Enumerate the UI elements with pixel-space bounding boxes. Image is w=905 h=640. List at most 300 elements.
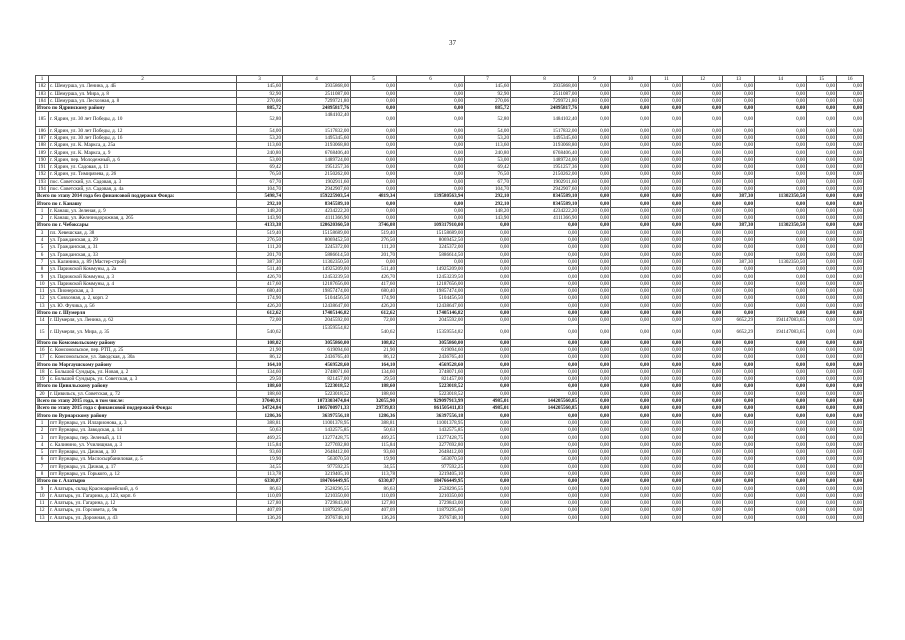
table-cell: 0,00	[579, 288, 611, 295]
table-cell: 0,00	[837, 412, 864, 419]
address-cell: г. Ядрин, ул. 30 лет Победы, д. 10	[49, 112, 237, 127]
table-cell: 0,00	[683, 405, 723, 412]
table-cell: 0,00	[579, 266, 611, 273]
table-cell: 0,00	[755, 105, 807, 112]
table-cell: 0,00	[683, 324, 723, 339]
table-cell: 148,20	[237, 207, 283, 214]
table-cell: 6768406,40	[511, 149, 579, 156]
table-cell: 0,00	[651, 463, 683, 470]
row-number: 193	[36, 178, 49, 185]
table-cell: 0,00	[755, 405, 807, 412]
table-cell: 0,00	[683, 178, 723, 185]
table-cell: 0,00	[611, 354, 651, 361]
table-cell: 2528296,55	[283, 485, 351, 492]
table-cell: 292,10	[465, 200, 511, 207]
table-cell: 4133,38	[237, 222, 283, 229]
table-cell: 0,00	[837, 354, 864, 361]
table-cell: 34,55	[351, 463, 397, 470]
address-cell: г. Шумерля, ул. Ленина, д. 62	[49, 317, 237, 324]
table-cell: 0,00	[611, 346, 651, 353]
table-cell: 0,00	[807, 105, 837, 112]
table-cell: 0,00	[837, 193, 864, 200]
table-cell: 0,00	[807, 354, 837, 361]
table-cell: 0,00	[683, 427, 723, 434]
table-cell: 0,00	[807, 419, 837, 426]
table-cell: 0,00	[579, 492, 611, 499]
table-cell: 0,00	[683, 185, 723, 192]
table-cell: 387,30	[723, 222, 755, 229]
table-cell: 5104456,50	[397, 295, 465, 302]
table-cell: 0,00	[579, 390, 611, 397]
table-cell: 0,00	[579, 105, 611, 112]
table-cell: 19,90	[351, 456, 397, 463]
table-cell: 0,00	[397, 178, 465, 185]
table-cell: 111,20	[237, 244, 283, 251]
table-cell: 4569528,60	[397, 361, 465, 368]
row-number: 13	[36, 302, 49, 309]
table-cell: 0,00	[807, 185, 837, 192]
table-cell: 0,00	[579, 112, 611, 127]
table-cell: 4111366,90	[283, 215, 351, 222]
table-cell: 469,25	[237, 434, 283, 441]
table-cell: 0,00	[397, 215, 465, 222]
table-cell: 15158689,00	[397, 229, 465, 236]
table-cell: 0,00	[807, 127, 837, 134]
table-cell: 0,00	[723, 514, 755, 521]
table-cell: 0,00	[837, 90, 864, 97]
table-cell: 0,00	[837, 361, 864, 368]
table-cell: 164,10	[351, 361, 397, 368]
table-cell: 0,00	[683, 229, 723, 236]
table-cell: 0,00	[465, 470, 511, 477]
table-cell: 113,78	[351, 470, 397, 477]
table-cell: 0,00	[511, 448, 579, 455]
table-cell: 0,00	[611, 500, 651, 507]
table-cell: 0,00	[651, 427, 683, 434]
table-cell: 0,00	[807, 375, 837, 382]
table-cell: 36397556,18	[283, 412, 351, 419]
table-cell: 0,00	[611, 434, 651, 441]
summary-row	[36, 339, 864, 346]
table-cell: 0,00	[723, 346, 755, 353]
table-cell: 885,72	[465, 105, 511, 112]
table-cell: 54,00	[465, 127, 511, 134]
table-cell: 0,00	[579, 295, 611, 302]
table-row	[36, 419, 864, 426]
row-number: 190	[36, 156, 49, 163]
table-cell: 0,00	[683, 112, 723, 127]
table-cell: 11879295,60	[397, 507, 465, 514]
table-cell: 2045592,00	[283, 317, 351, 324]
table-cell: 0,00	[511, 368, 579, 375]
housing-program-table	[35, 75, 864, 522]
table-cell: 19857474,00	[283, 288, 351, 295]
table-cell: 0,00	[723, 339, 755, 346]
table-row	[36, 251, 864, 258]
table-cell: 0,00	[579, 309, 611, 316]
table-cell: 0,00	[651, 317, 683, 324]
table-cell: 0,00	[511, 251, 579, 258]
table-cell: 0,00	[755, 178, 807, 185]
table-cell: 0,00	[611, 309, 651, 316]
table-cell: 0,00	[651, 485, 683, 492]
table-cell: 0,00	[611, 390, 651, 397]
table-cell: 0,00	[511, 419, 579, 426]
table-cell: 67,70	[237, 178, 283, 185]
table-cell: 0,00	[723, 500, 755, 507]
table-cell: 0,00	[611, 288, 651, 295]
table-cell: 0,00	[755, 485, 807, 492]
table-cell: 0,00	[837, 507, 864, 514]
table-cell: 3210350,00	[397, 492, 465, 499]
table-cell: 0,00	[351, 134, 397, 141]
table-cell: 0,00	[723, 149, 755, 156]
table-cell: 0,00	[511, 244, 579, 251]
table-cell: 0,00	[807, 163, 837, 170]
table-cell: 0,00	[397, 83, 465, 90]
table-cell: 0,00	[755, 97, 807, 104]
table-cell: 2436765,40	[397, 354, 465, 361]
table-cell: 0,00	[837, 419, 864, 426]
table-cell: 0,00	[579, 236, 611, 243]
table-cell: 0,00	[511, 266, 579, 273]
table-cell: 407,09	[351, 507, 397, 514]
table-cell: 3219405,10	[283, 470, 351, 477]
table-cell: 0,00	[579, 339, 611, 346]
table-cell: 110,09	[351, 492, 397, 499]
table-cell: 0,00	[611, 83, 651, 90]
address-cell: пгт Вурнары, ул. Дачная, д. 17	[49, 463, 237, 470]
address-cell: пгт Вурнары, ул. Дачная, д. 10	[49, 448, 237, 455]
table-cell: 1489724,00	[283, 156, 351, 163]
table-cell: 0,00	[611, 302, 651, 309]
table-cell: 1286,36	[351, 412, 397, 419]
table-cell: 0,00	[651, 83, 683, 90]
table-cell: 240,80	[237, 149, 283, 156]
table-cell: 0,00	[579, 215, 611, 222]
table-cell: 0,00	[579, 83, 611, 90]
table-cell: 0,00	[397, 149, 465, 156]
table-cell: 0,00	[611, 163, 651, 170]
table-cell: 0,00	[651, 134, 683, 141]
table-cell: 29,50	[351, 375, 397, 382]
table-cell: 0,00	[651, 105, 683, 112]
table-cell: 0,00	[611, 375, 651, 382]
table-cell: 0,00	[683, 397, 723, 404]
table-cell: 3748071,60	[283, 368, 351, 375]
table-cell: 0,00	[511, 317, 579, 324]
address-cell: г. Цивильск, ул. Советская, д. 72	[49, 390, 237, 397]
table-cell: 4111366,90	[511, 215, 579, 222]
table-cell: 0,00	[611, 397, 651, 404]
table-row	[36, 97, 864, 104]
summary-row	[36, 383, 864, 390]
table-cell: 0,00	[351, 215, 397, 222]
table-cell: 0,00	[683, 266, 723, 273]
table-cell: 0,00	[465, 266, 511, 273]
table-cell: 0,00	[611, 215, 651, 222]
table-cell: 0,00	[579, 405, 611, 412]
column-number: 16	[837, 76, 864, 83]
table-cell: 0,00	[651, 251, 683, 258]
table-cell: 0,00	[651, 149, 683, 156]
table-cell: 21,90	[351, 346, 397, 353]
table-cell: 0,00	[579, 485, 611, 492]
table-cell: 0,00	[579, 229, 611, 236]
table-cell: 0,00	[723, 368, 755, 375]
table-cell: 5223018,52	[283, 390, 351, 397]
table-cell: 0,00	[837, 463, 864, 470]
table-cell: 0,00	[683, 456, 723, 463]
table-cell: 0,00	[611, 112, 651, 127]
table-cell: 0,00	[611, 405, 651, 412]
table-cell: 0,00	[465, 346, 511, 353]
address-cell: пгт Вурнары, ул. Илларионова, д. 3	[49, 419, 237, 426]
table-cell: 469,25	[351, 434, 397, 441]
table-cell: 0,00	[807, 339, 837, 346]
table-cell: 0,00	[837, 244, 864, 251]
table-cell: 0,00	[837, 266, 864, 273]
table-cell: 0,00	[651, 361, 683, 368]
table-cell: 120620360,50	[283, 222, 351, 229]
table-cell: 0,00	[755, 229, 807, 236]
table-cell: 0,00	[837, 383, 864, 390]
address-cell: г. Алатырь, ул. Гагарина, д. 12	[49, 500, 237, 507]
table-cell: 0,00	[611, 193, 651, 200]
table-row	[36, 215, 864, 222]
summary-label: Итого по г. Алатырю	[36, 478, 237, 485]
table-cell: 0,00	[611, 448, 651, 455]
table-cell: 24895817,76	[511, 105, 579, 112]
table-cell: 0,00	[683, 368, 723, 375]
table-cell: 1902911,60	[283, 178, 351, 185]
table-cell: 0,00	[683, 83, 723, 90]
table-cell: 0,00	[755, 236, 807, 243]
table-cell: 0,00	[723, 485, 755, 492]
table-row	[36, 112, 864, 127]
table-cell: 0,00	[755, 207, 807, 214]
table-cell: 0,00	[683, 317, 723, 324]
table-cell: 0,00	[683, 514, 723, 521]
table-cell: 0,00	[755, 215, 807, 222]
table-cell: 540,62	[237, 324, 283, 339]
table-cell: 0,00	[807, 149, 837, 156]
table-cell: 0,00	[579, 280, 611, 287]
table-cell: 0,00	[511, 324, 579, 339]
table-cell: 0,00	[397, 90, 465, 97]
table-cell: 0,00	[807, 302, 837, 309]
table-cell: 109317910,00	[397, 222, 465, 229]
table-cell: 511,40	[237, 266, 283, 273]
address-cell: г. Ядрин, ул. 30 лет Победы, д. 12	[49, 127, 237, 134]
table-cell: 113,78	[237, 470, 283, 477]
table-row	[36, 375, 864, 382]
table-cell: 0,00	[807, 514, 837, 521]
table-cell: 0,00	[465, 229, 511, 236]
table-cell: 519,40	[351, 229, 397, 236]
table-cell: 977592,25	[397, 463, 465, 470]
table-cell: 0,00	[683, 127, 723, 134]
table-cell: 3245372,00	[283, 244, 351, 251]
table-cell: 0,00	[755, 507, 807, 514]
table-cell: 3976748,10	[283, 514, 351, 521]
table-cell: 0,00	[611, 514, 651, 521]
table-cell: 0,00	[511, 280, 579, 287]
table-cell: 0,00	[511, 295, 579, 302]
table-cell: 0,00	[651, 163, 683, 170]
table-row	[36, 463, 864, 470]
table-cell: 821457,00	[397, 375, 465, 382]
table-cell: 0,00	[837, 178, 864, 185]
table-cell: 0,00	[683, 434, 723, 441]
table-cell: 12438647,00	[283, 302, 351, 309]
table-row	[36, 156, 864, 163]
table-cell: 7299721,80	[511, 97, 579, 104]
table-cell: 0,00	[837, 448, 864, 455]
table-cell: 0,00	[611, 105, 651, 112]
table-row	[36, 346, 864, 353]
table-cell: 0,00	[465, 361, 511, 368]
table-cell: 0,00	[611, 258, 651, 265]
table-cell: 0,00	[651, 354, 683, 361]
table-cell: 19,90	[237, 456, 283, 463]
table-cell: 93,60	[237, 448, 283, 455]
row-number: 11	[36, 288, 49, 295]
table-cell: 3055860,00	[283, 339, 351, 346]
table-cell: 0,00	[611, 90, 651, 97]
table-cell: 0,00	[807, 295, 837, 302]
row-number: 19	[36, 375, 49, 382]
table-cell: 0,00	[807, 222, 837, 229]
row-number: 9	[36, 485, 49, 492]
summary-label: Всего по этапу 2014 года без финансовой поддержки Фонда:	[36, 193, 237, 200]
table-cell: 0,00	[511, 456, 579, 463]
table-cell: 12187656,00	[283, 280, 351, 287]
table-cell: 164,10	[237, 361, 283, 368]
table-cell: 0,00	[755, 339, 807, 346]
table-cell: 0,00	[397, 142, 465, 149]
table-cell: 0,00	[837, 127, 864, 134]
table-cell: 93,60	[351, 448, 397, 455]
table-cell: 0,00	[683, 354, 723, 361]
table-cell: 0,00	[683, 258, 723, 265]
table-cell: 0,00	[807, 142, 837, 149]
table-cell: 0,00	[683, 361, 723, 368]
table-cell: 0,00	[755, 171, 807, 178]
table-cell: 13277428,75	[397, 434, 465, 441]
table-cell: 2511087,00	[283, 90, 351, 97]
table-cell: 0,00	[651, 500, 683, 507]
table-cell: 0,00	[351, 112, 397, 127]
table-cell: 0,00	[755, 412, 807, 419]
table-cell: 0,00	[465, 478, 511, 485]
table-row	[36, 236, 864, 243]
table-cell: 0,00	[511, 302, 579, 309]
table-cell: 0,00	[683, 500, 723, 507]
table-cell: 0,00	[807, 258, 837, 265]
table-row	[36, 288, 864, 295]
table-cell: 0,00	[723, 354, 755, 361]
row-number: 186	[36, 127, 49, 134]
address-cell: с. Комсомольское, ул. Заводская, д. 30а	[49, 354, 237, 361]
table-cell: 0,00	[579, 434, 611, 441]
table-cell: 0,00	[465, 456, 511, 463]
summary-row	[36, 397, 864, 404]
table-cell: 86,63	[237, 485, 283, 492]
table-cell: 0,00	[611, 470, 651, 477]
table-cell: 0,00	[723, 244, 755, 251]
table-cell: 0,00	[723, 295, 755, 302]
table-cell: 104,70	[237, 185, 283, 192]
table-cell: 0,00	[755, 251, 807, 258]
table-cell: 821457,00	[283, 375, 351, 382]
table-cell: 0,00	[755, 354, 807, 361]
table-cell: 0,00	[351, 90, 397, 97]
row-number: 10	[36, 492, 49, 499]
table-cell: 619094,60	[397, 346, 465, 353]
table-cell: 0,00	[755, 478, 807, 485]
table-cell: 612,62	[237, 309, 283, 316]
table-cell: 0,00	[755, 295, 807, 302]
address-cell: ул. Ю. Фучика, д. 56	[49, 302, 237, 309]
table-cell: 0,00	[683, 485, 723, 492]
table-cell: 0,00	[465, 339, 511, 346]
table-cell: 0,00	[579, 514, 611, 521]
table-cell: 0,00	[683, 419, 723, 426]
row-number: 10	[36, 280, 49, 287]
table-cell: 3277692,80	[283, 441, 351, 448]
table-row	[36, 273, 864, 280]
row-number: 5	[36, 244, 49, 251]
table-cell: 15359554,82	[397, 324, 465, 339]
table-row	[36, 185, 864, 192]
table-cell: 0,00	[837, 324, 864, 339]
table-cell: 0,00	[837, 441, 864, 448]
table-cell: 34724,84	[237, 405, 283, 412]
table-cell: 0,00	[611, 127, 651, 134]
table-cell: 0,00	[465, 288, 511, 295]
table-cell: 3935868,00	[511, 83, 579, 90]
table-cell: 0,00	[611, 339, 651, 346]
table-cell: 0,00	[807, 448, 837, 455]
table-cell: 0,00	[579, 273, 611, 280]
table-cell: 0,00	[351, 207, 397, 214]
table-cell: 0,00	[579, 412, 611, 419]
table-cell: 0,00	[611, 178, 651, 185]
table-cell: 0,00	[651, 193, 683, 200]
table-cell: 4234222,20	[511, 207, 579, 214]
table-cell: 0,00	[651, 507, 683, 514]
table-cell: 0,00	[611, 236, 651, 243]
table-cell: 0,00	[651, 178, 683, 185]
table-cell: 0,00	[837, 346, 864, 353]
table-cell: 0,00	[723, 185, 755, 192]
table-cell: 201,70	[237, 251, 283, 258]
table-cell: 0,00	[837, 236, 864, 243]
table-cell: 0,00	[755, 134, 807, 141]
table-cell: 387,30	[723, 258, 755, 265]
table-cell: 929097913,99	[397, 397, 465, 404]
table-body	[36, 76, 864, 522]
table-cell: 0,00	[755, 302, 807, 309]
address-cell: г. Ядрин, ул. 30 лет Победы, д. 16	[49, 134, 237, 141]
table-cell: 0,00	[611, 266, 651, 273]
table-cell: 0,00	[611, 412, 651, 419]
column-number: 9	[579, 76, 611, 83]
row-number: 4	[36, 236, 49, 243]
table-cell: 0,00	[837, 492, 864, 499]
address-cell: пгт Вурнары, ул. Маслосырбаниловая, д. 5	[49, 456, 237, 463]
